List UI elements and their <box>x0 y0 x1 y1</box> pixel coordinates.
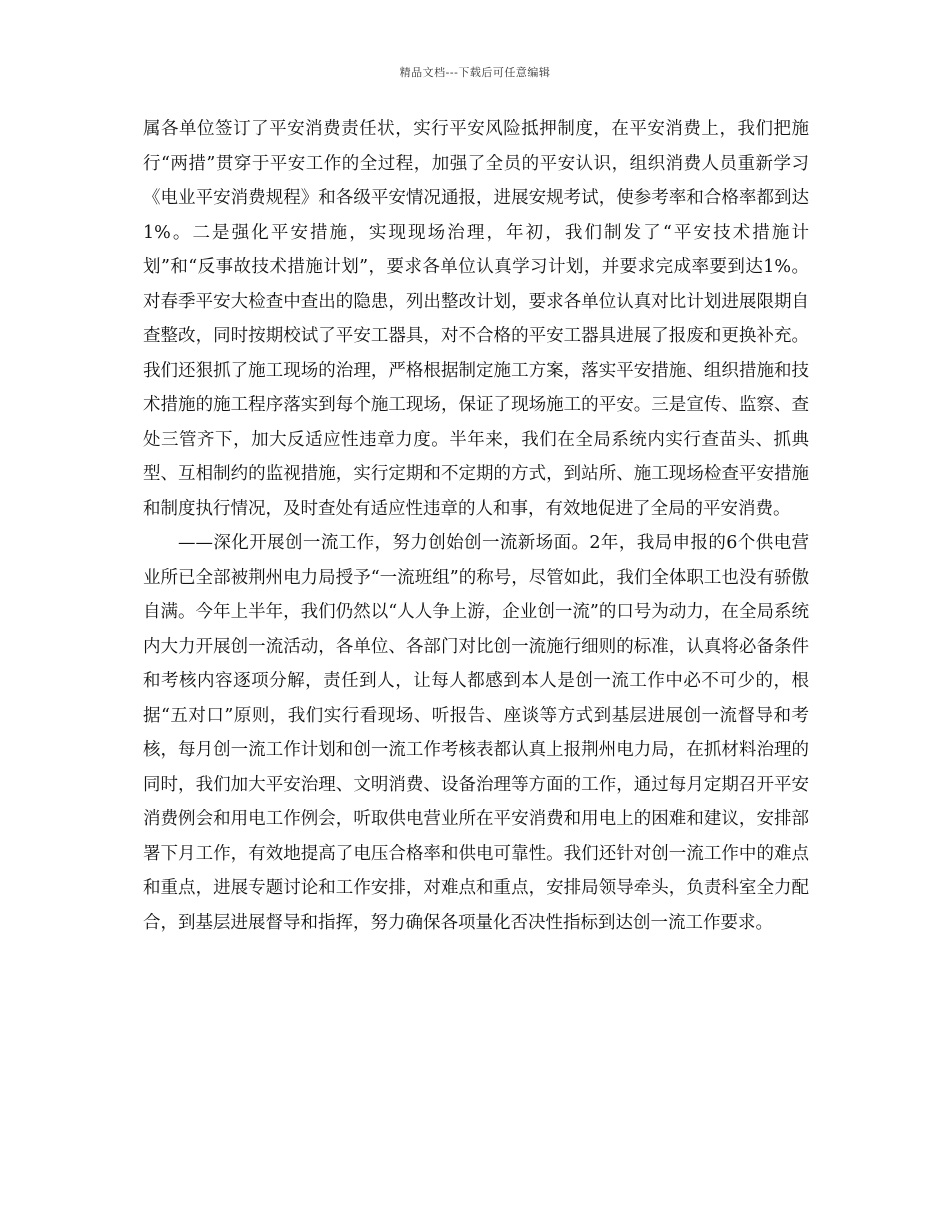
document-body <box>143 112 809 940</box>
page-header: 精品文档---下载后可任意编辑 <box>399 66 551 79</box>
body-paragraph-2: ——深化开展创一流工作，努力创始创一流新场面。2年，我局申报的6个供电营业所已全部被荆州电力局授予“一流班组”的称号，尽管如此，我们全体职工也没有骄傲自满。今年上半年，我们仍然以“人人争上游，企业创一流”的口号为动力，在全局系统内大力开展创一流活动，各单位、各部门对比创一流施行细则的标准，认真将必备条件和考核内容逐项分解，责任到人，让每人都感到本人是创一流工作中必不可少的，根据“五对口”原则，我们实行看现场、听报告、座谈等方式到基层进展创一流督导和考核，每月创一流工作计划和创一流工作考核表都认真上报荆州电力局，在抓材料治理的同时，我们加大平安治理、文明消费、设备治理等方面的工作，通过每月定期召开平安消费例会和用电工作例会，听取供电营业所在平安消费和用电上的困难和建议，安排部署下月工作，有效地提高了电压合格率和供电可靠性。我们还针对创一流工作中的难点和重点，进展专题讨论和工作安排，对难点和重点，安排局领导牵头，负责科室全力配合，到基层进展督导和指挥，努力确保各项量化否决性指标到达创一流工作要求。 <box>143 533 809 933</box>
body-paragraph-1: 属各单位签订了平安消费责任状，实行平安风险抵押制度，在平安消费上，我们把施行“两措”贯穿于平安工作的全过程，加强了全员的平安认识，组织消费人员重新学习《电业平安消费规程》和各级平安情况通报，进展安规考试，使参考率和合格率都到达1%。二是强化平安措施，实现现场治理，年初，我们制发了“平安技术措施计划”和“反事故技术措施计划”，要求各单位认真学习计划，并要求完成率要到达1%。对春季平安大检查中查出的隐患，列出整改计划，要求各单位认真对比计划进展限期自查整改，同时按期校试了平安工器具，对不合格的平安工器具进展了报废和更换补充。我们还狠抓了施工现场的治理，严格根据制定施工方案，落实平安措施、组织措施和技术措施的施工程序落实到每个施工现场，保证了现场施工的平安。三是宣传、监察、查处三管齐下，加大反适应性违章力度。半年来，我们在全局系统内实行查苗头、抓典型、互相制约的监视措施，实行定期和不定期的方式，到站所、施工现场检查平安措施和制度执行情况，及时查处有适应性违章的人和事，有效地促进了全局的平安消费。 <box>143 119 809 519</box>
